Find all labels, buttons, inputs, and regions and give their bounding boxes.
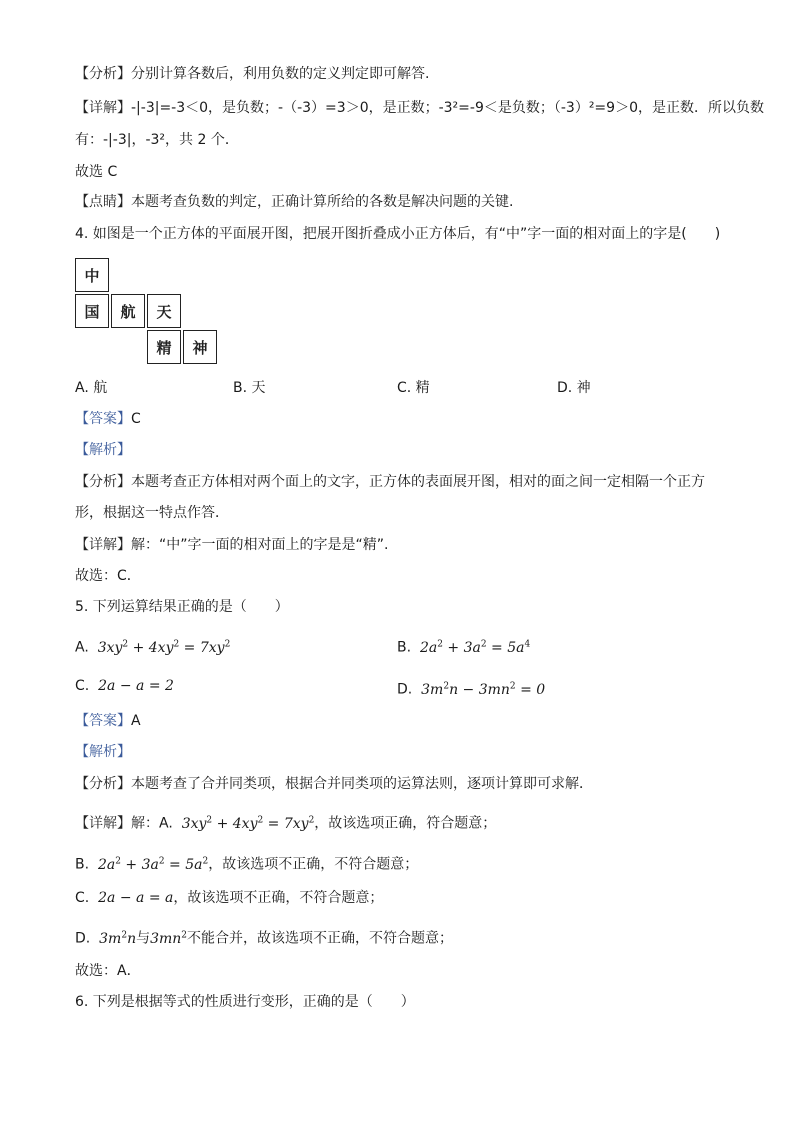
detail-suffix: ，故该选项不正确，不符合题意； [173,890,384,906]
cube-net-figure [75,258,220,364]
formula-b: $2a^2 + 3a^2 = 5a^2$ [97,856,209,873]
net-cell-guo: 国 [75,294,109,328]
detail-prefix: C. [75,890,90,906]
detail-text: 解：“中”字一面的相对面上的字是是“精”. [131,537,389,553]
q5-detail-a [75,810,496,834]
detail-suffix: 不能合并，故该选项不正确，不符合题意； [187,930,454,947]
detail-suffix: ，故该选项不正确，不符合题意； [208,856,419,873]
q5-option-c [75,676,174,696]
detail-tag: 【详解】 [75,537,131,553]
detail-prefix: 解：A. [131,815,173,832]
option-label: A. [75,639,89,656]
answer-tag: 【答案】 [75,713,131,729]
q3-detail-line1 [75,98,764,118]
q4-option-a: A. 航 [75,380,108,396]
q3-detail-line2: 有：-|-3|，-3²，共 2 个． [75,132,239,148]
analysis-text: 本题考查了合并同类项，根据合并同类项的运算法则，逐项计算即可求解． [131,776,593,792]
detail-prefix: D. [75,930,91,947]
analysis-tag: 【分析】 [75,66,131,82]
detail-tag: 【详解】 [75,815,131,832]
q6-stem: 6. 下列是根据等式的性质进行变形，正确的是（ ） [75,994,415,1010]
answer-value: A [131,713,141,729]
formula-a: $3xy^2 + 4xy^2 = 7xy^2$ [181,815,315,832]
q4-stem: 4. 如图是一个正方体的平面展开图，把展开图折叠成小正方体后，有“中”字一面的相对面上的字是( ) [75,226,721,242]
q4-jiexi-tag [75,440,131,460]
q5-option-d [397,676,545,700]
q4-option-c: C. 精 [397,380,430,396]
detail-prefix: B. [75,856,90,873]
detail-suffix: ，故该选项正确，符合题意； [314,815,497,832]
analysis-text: 本题考查正方体相对两个面上的文字，正方体的表面展开图，相对的面之间一定相隔一个正方 [131,474,705,490]
net-cell-hang: 航 [111,294,145,328]
q4-option-b: B. 天 [233,380,266,396]
q5-answer [75,711,141,731]
net-cell-zhong: 中 [75,258,109,292]
q5-option-a [75,634,230,658]
detail-tag: 【详解】 [75,100,131,116]
option-label: D. [397,681,413,698]
option-label: C. [75,678,90,694]
q5-option-b [397,634,530,658]
formula-b: $2a^2 + 3a^2 = 5a^4$ [419,639,531,656]
q5-stem: 5. 下列运算结果正确的是（ ） [75,599,289,615]
net-cell-shen: 神 [183,330,217,364]
q3-analysis [75,64,429,84]
jiexi-tag: 【解析】 [75,744,131,760]
formula-d2: $3mn^2$ [150,930,188,947]
q5-detail-b [75,851,418,875]
q4-option-d: D. 神 [557,380,591,396]
jiexi-tag: 【解析】 [75,442,131,458]
q3-remark [75,192,513,212]
q4-answer [75,409,141,429]
q5-detail-c [75,888,383,908]
q5-detail-d [75,925,453,949]
option-label: B. [397,639,412,656]
remark-tag: 【点睛】 [75,194,131,210]
formula-d1: $3m^2n$ [99,930,137,947]
q5-analysis [75,774,593,794]
q4-analysis-line1 [75,472,705,492]
formula-c: 2a − a = a [98,890,174,906]
q4-analysis-line2: 形，根据这一特点作答． [75,505,229,521]
answer-value: C [131,411,141,427]
q4-detail [75,535,388,555]
remark-text: 本题考查负数的判定，正确计算所给的各数是解决问题的关键. [131,194,514,210]
analysis-tag: 【分析】 [75,474,131,490]
analysis-tag: 【分析】 [75,776,131,792]
analysis-text: 分别计算各数后，利用负数的定义判定即可解答. [131,66,430,82]
detail-text: -|-3|=-3＜0，是负数；-（-3）=3＞0，是正数；-3²=-9＜是负数；（-3）²=9＞0，是正数．所以负数 [131,100,764,116]
answer-tag: 【答案】 [75,411,131,427]
q4-choose: 故选：C． [75,568,141,584]
net-cell-tian: 天 [147,294,181,328]
q5-choose: 故选：A． [75,963,141,979]
formula-a: $3xy^2 + 4xy^2 = 7xy^2$ [97,639,231,656]
formula-c: 2a − a = 2 [98,678,174,694]
q5-jiexi-tag [75,742,131,762]
formula-d: $3m^2n - 3mn^2 = 0$ [421,681,546,698]
q3-choose: 故选 C [75,164,118,180]
net-cell-jing: 精 [147,330,181,364]
detail-mid: 与 [136,930,151,947]
